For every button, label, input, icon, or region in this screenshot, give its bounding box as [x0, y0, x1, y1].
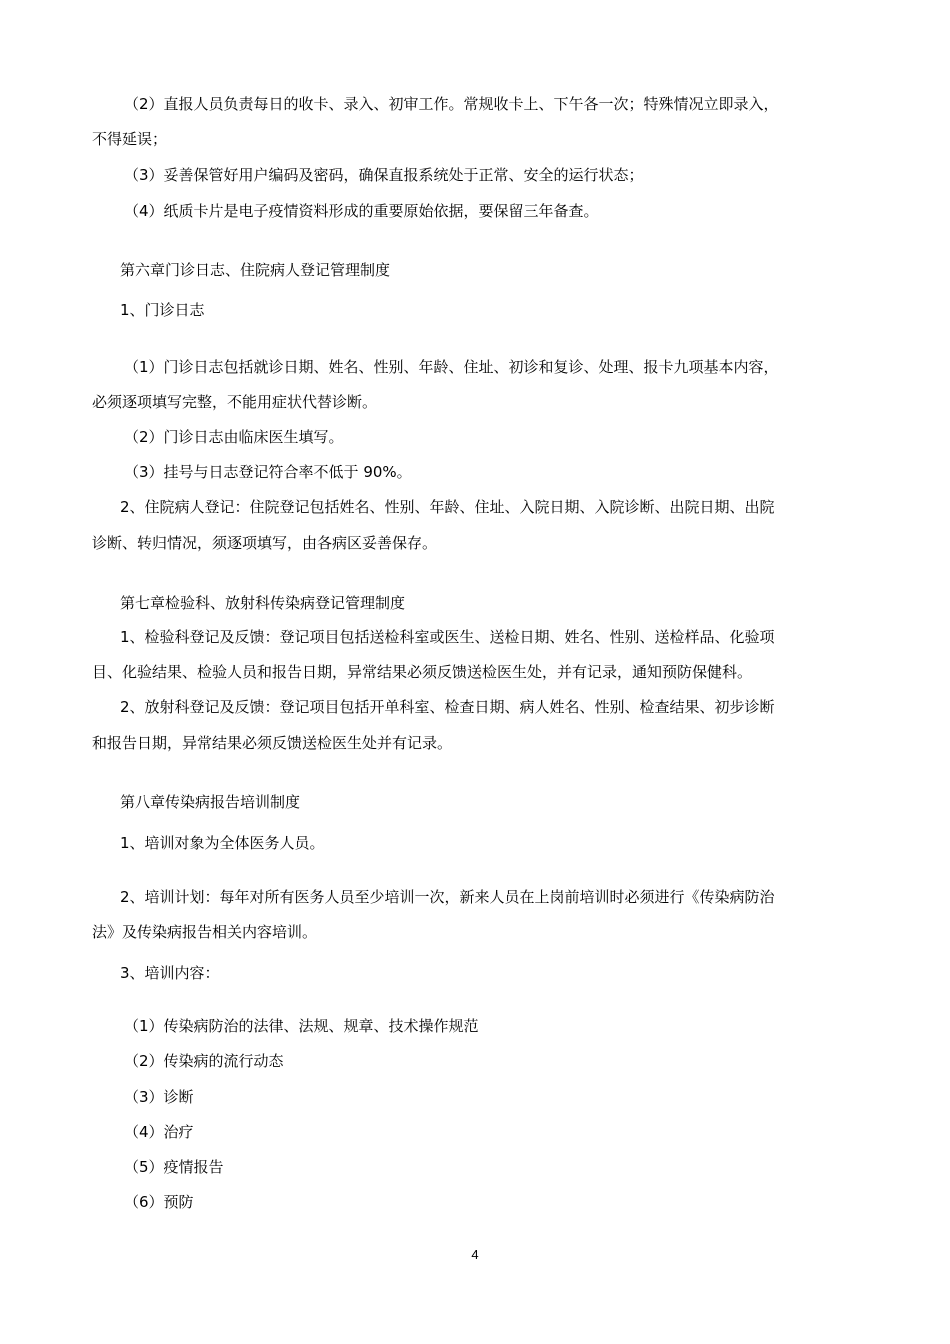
paragraph-line: 法》及传染病报告相关内容培训。	[92, 923, 318, 941]
section-heading: 3、培训内容：	[120, 964, 220, 982]
paragraph-line: 1、检验科登记及反馈：登记项目包括送检科室或医生、送检日期、姓名、性别、送检样品、化验项	[120, 628, 775, 646]
paragraph-line: 2、住院病人登记：住院登记包括姓名、性别、年龄、住址、入院日期、入院诊断、出院日期、出院	[120, 498, 775, 516]
paragraph-line: 必须逐项填写完整，不能用症状代替诊断。	[92, 393, 378, 411]
paragraph-line: （4）纸质卡片是电子疫情资料形成的重要原始依据，要保留三年备查。	[124, 202, 599, 220]
paragraph-line: （2）直报人员负责每日的收卡、录入、初审工作。常规收卡上、下午各一次；特殊情况立即录入，	[124, 95, 779, 113]
list-item: （2）传染病的流行动态	[124, 1052, 284, 1070]
paragraph-line: 目、化验结果、检验人员和报告日期，异常结果必须反馈送检医生处，并有记录，通知预防保健科。	[92, 663, 753, 681]
chapter-heading: 第六章门诊日志、住院病人登记管理制度	[120, 261, 391, 279]
paragraph-line: 1、培训对象为全体医务人员。	[120, 834, 325, 852]
paragraph-line: 诊断、转归情况，须逐项填写，由各病区妥善保存。	[92, 534, 438, 552]
paragraph-line: 和报告日期，异常结果必须反馈送检医生处并有记录。	[92, 734, 453, 752]
paragraph-line: 不得延误；	[92, 130, 168, 148]
paragraph-line: （1）门诊日志包括就诊日期、姓名、性别、年龄、住址、初诊和复诊、处理、报卡九项基本内容，	[124, 358, 779, 376]
paragraph-line: （3）妥善保管好用户编码及密码，确保直报系统处于正常、安全的运行状态；	[124, 166, 644, 184]
paragraph-line: 2、放射科登记及反馈：登记项目包括开单科室、检查日期、病人姓名、性别、检查结果、初步诊断	[120, 698, 775, 716]
paragraph-line: （3）挂号与日志登记符合率不低于 90%。	[124, 463, 412, 481]
list-item: （1）传染病防治的法律、法规、规章、技术操作规范	[124, 1017, 479, 1035]
paragraph-line: （2）门诊日志由临床医生填写。	[124, 428, 344, 446]
chapter-heading: 第八章传染病报告培训制度	[120, 793, 301, 811]
chapter-heading: 第七章检验科、放射科传染病登记管理制度	[120, 594, 406, 612]
paragraph-line: 2、培训计划：每年对所有医务人员至少培训一次，新来人员在上岗前培训时必须进行《传染病防治	[120, 888, 775, 906]
list-item: （5）疫情报告	[124, 1158, 224, 1176]
list-item: （6）预防	[124, 1193, 194, 1211]
list-item: （4）治疗	[124, 1123, 194, 1141]
list-item: （3）诊断	[124, 1088, 194, 1106]
page-number: 4	[471, 1247, 479, 1262]
section-heading: 1、门诊日志	[120, 301, 205, 319]
